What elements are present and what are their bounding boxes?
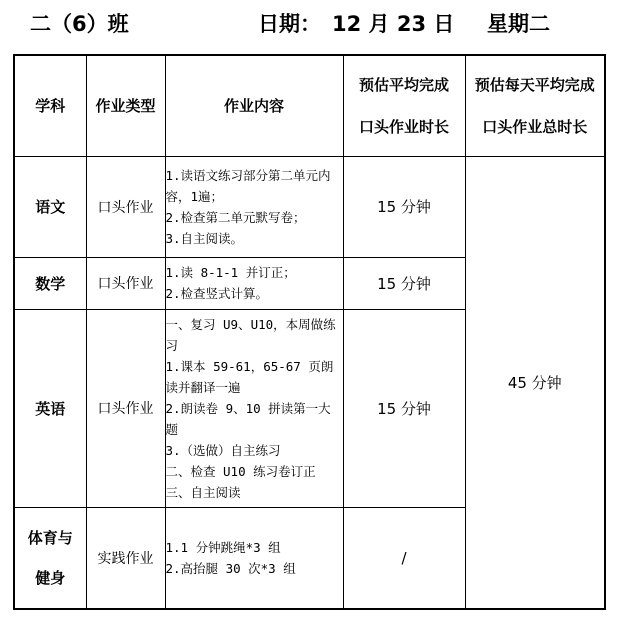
duration-cell: 15 分钟 <box>343 156 465 257</box>
col-header-type: 作业类型 <box>86 55 165 156</box>
subject-cell: 语文 <box>14 156 86 257</box>
content-line: 一、复习 U9、U10，本周做练习 <box>165 316 336 353</box>
content-line: 2.检查第二单元默写卷； <box>165 209 306 225</box>
subject-line: 体育与 <box>27 528 73 547</box>
content-line: 2.朗读卷 9、10 拼读第一大题 <box>165 400 331 437</box>
content-line: 1.读 8-1-1 并订正； <box>165 265 296 280</box>
date-label: 日期： <box>258 12 321 36</box>
content-line: 2.检查竖式计算。 <box>165 286 269 301</box>
content-cell <box>165 309 343 507</box>
content-line: 二、检查 U10 练习卷订正 <box>165 463 316 479</box>
content-cell <box>165 156 343 257</box>
col-header-daily-total <box>465 55 605 156</box>
type-cell: 口头作业 <box>86 257 165 309</box>
content-line: 1.读语文练习部分第二单元内容，1遍； <box>165 167 331 204</box>
col-header-avg-duration <box>343 55 465 156</box>
duration-cell: 15 分钟 <box>343 257 465 309</box>
type-cell: 实践作业 <box>86 507 165 609</box>
col-header-daily-line1: 预估每天平均完成 <box>474 75 595 94</box>
duration-cell: / <box>343 507 465 609</box>
col-header-content: 作业内容 <box>165 55 343 156</box>
daily-total-cell: 45 分钟 <box>465 156 605 609</box>
homework-table <box>13 54 606 610</box>
subject-line: 健身 <box>35 568 66 587</box>
content-line: 三、自主阅读 <box>165 484 241 500</box>
subject-cell: 数学 <box>14 257 86 309</box>
date-value: 12 月 23 日 <box>332 12 455 36</box>
weekday: 星期二 <box>487 12 550 36</box>
col-header-avg-line1: 预估平均完成 <box>358 75 449 94</box>
subject-cell <box>14 507 86 609</box>
content-line: 3.（选做）自主练习 <box>165 442 281 458</box>
col-header-subject: 学科 <box>14 55 86 156</box>
duration-cell: 15 分钟 <box>343 309 465 507</box>
col-header-avg-line2: 口头作业时长 <box>358 117 449 136</box>
table-header-row <box>14 55 605 156</box>
table-row <box>14 156 605 257</box>
content-line: 2.高抬腿 30 次*3 组 <box>165 560 296 576</box>
subject-cell: 英语 <box>14 309 86 507</box>
type-cell: 口头作业 <box>86 309 165 507</box>
content-cell <box>165 507 343 609</box>
content-line: 1.课本 59-61，65-67 页朗读并翻译一遍 <box>165 358 334 395</box>
content-cell <box>165 257 343 309</box>
page-header <box>0 8 618 42</box>
content-line: 3.自主阅读。 <box>165 230 244 246</box>
content-line: 1.1 分钟跳绳*3 组 <box>165 539 281 555</box>
col-header-daily-line2: 口头作业总时长 <box>482 117 588 136</box>
class-name: 二（6）班 <box>30 12 129 36</box>
type-cell: 口头作业 <box>86 156 165 257</box>
